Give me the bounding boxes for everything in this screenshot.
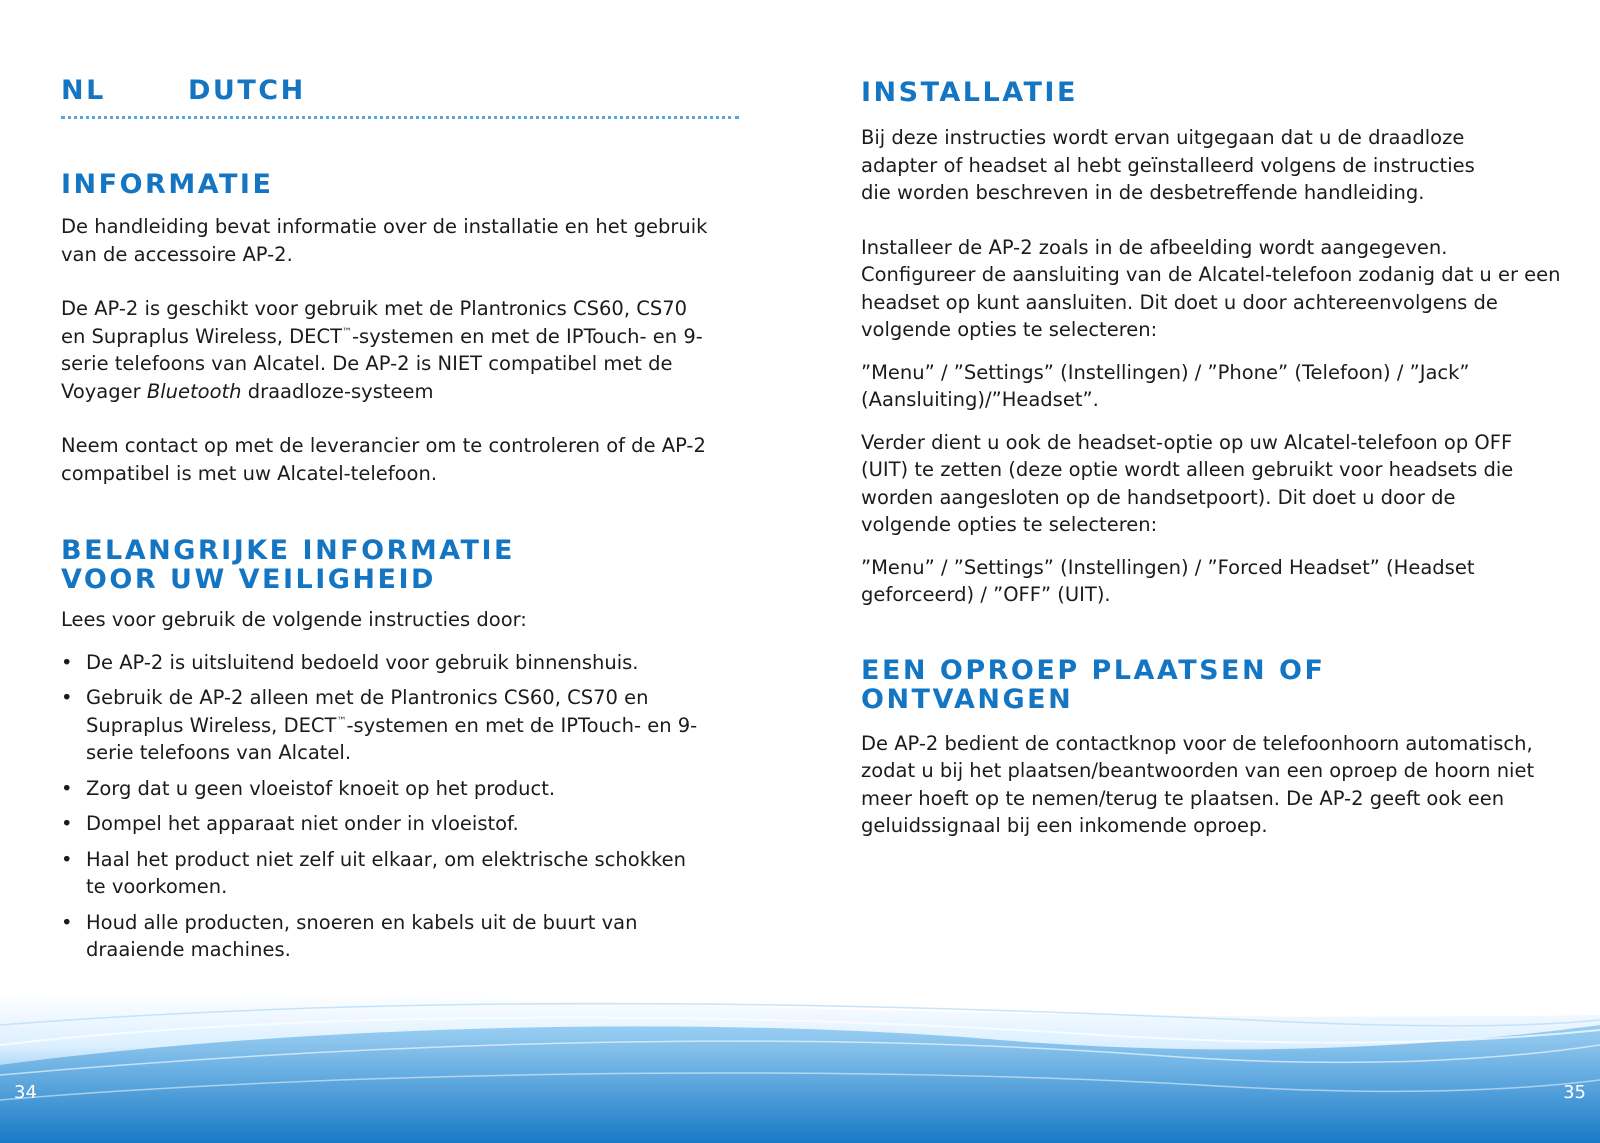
info-paragraph-2-part-b: -systemen en met de IPTouch- en 9-serie telefoons van Alcatel. De AP-2 is NIET compatibel met de Voyager: [61, 324, 703, 403]
section-heading-installatie: INSTALLATIE: [861, 77, 1078, 108]
safety-heading-line-2: VOOR UW VEILIGHEID: [61, 564, 436, 595]
bullet-icon: •: [61, 776, 73, 800]
safety-heading-line-1: BELANGRIJKE INFORMATIE: [61, 535, 515, 566]
list-item: [61, 775, 711, 803]
bullet-icon: •: [61, 847, 73, 871]
bullet-icon: •: [61, 686, 73, 709]
install-paragraph-2: Installeer de AP-2 zoals in de afbeelding wordt aangegeven. Configureer de aansluiting van de Alcatel-telefoon zodanig dat u er een headset op kunt aansluiten. Dit doet u door achtereenvolgens de volgende opties te selecteren:: [861, 235, 1561, 341]
bullet-icon: •: [61, 812, 73, 835]
trademark-symbol: ™: [342, 326, 352, 338]
list-item-text: Zorg dat u geen vloeistof knoeit op het product.: [86, 776, 556, 800]
info-paragraph-2: [61, 295, 711, 405]
bullet-icon: •: [61, 650, 73, 674]
language-name: DUTCH: [188, 75, 306, 106]
info-paragraph-2-italic: Bluetooth: [146, 379, 242, 403]
list-item-text: Houd alle producten, snoeren en kabels uit de buurt van draaiende machines.: [86, 910, 638, 961]
install-paragraph-4: Verder dient u ook de headset-optie op uw Alcatel-telefoon op OFF (UIT) te zetten (deze optie wordt alleen gebruikt voor headsets die worden aangesloten op de handsetpoort). Dit doet u door de volgende opties te selecteren:: [861, 430, 1514, 536]
section-heading-safety: [61, 536, 741, 594]
list-item: [61, 909, 711, 964]
list-item-text: Dompel het apparaat niet onder in vloeistof.: [86, 812, 519, 835]
install-paragraph-3: ”Menu” / ”Settings” (Instellingen) / ”Phone” (Telefoon) / ”Jack” (Aansluiting)/”Headset”.: [861, 360, 1470, 411]
section-heading-informatie: INFORMATIE: [61, 169, 274, 200]
info-paragraph-3: Neem contact op met de leverancier om te controleren of de AP-2 compatibel is met uw Alcatel-telefoon.: [61, 434, 706, 485]
list-item: [61, 684, 711, 767]
info-paragraph-1: De handleiding bevat informatie over de installatie en het gebruik van de accessoire AP-2.: [61, 215, 708, 266]
page-number-left: 34: [14, 1082, 37, 1103]
right-page: [861, 76, 1566, 840]
list-item-text: Gebruik de AP-2 alleen met de Plantronics CS60, CS70 en Supraplus Wireless, DECT: [86, 686, 649, 737]
install-paragraph-5: ”Menu” / ”Settings” (Instellingen) / ”Forced Headset” (Headset geforceerd) / ”OFF” (UIT).: [861, 555, 1475, 606]
list-item-text: De AP-2 is uitsluitend bedoeld voor gebruik binnenshuis.: [86, 650, 639, 674]
list-item-text: Haal het product niet zelf uit elkaar, om elektrische schokken te voorkomen.: [86, 847, 686, 898]
call-paragraph-1: De AP-2 bedient de contactknop voor de telefoonhoorn automatisch, zodat u bij het plaatsen/beantwoorden van een oproep de hoorn niet meer hoeft op te nemen/terug te plaatsen. De AP-2 geeft ook een geluidssignaal bij een inkomende oproep.: [861, 731, 1535, 837]
language-code: NL: [61, 75, 106, 106]
list-item: [61, 649, 711, 677]
list-item-text: -systemen en met de IPTouch- en 9-serie telefoons van Alcatel.: [86, 713, 698, 764]
safety-list: [61, 649, 711, 964]
call-heading-line-1: EEN OPROEP PLAATSEN OF: [861, 654, 1326, 686]
install-paragraph-1: Bij deze instructies wordt ervan uitgegaan dat u de draadloze adapter of headset al hebt geïnstalleerd volgens de instructies die worden beschreven in de desbetreffende handleiding.: [861, 126, 1475, 204]
info-paragraph-2-part-a: De AP-2 is geschikt voor gebruik met de Plantronics CS60, CS70 en Supraplus Wireless, DECT: [61, 297, 688, 348]
trademark-symbol: ™: [336, 715, 347, 727]
left-page: [61, 76, 741, 972]
list-item: [61, 810, 711, 838]
language-header: [61, 76, 741, 110]
page-number-right: 35: [1563, 1082, 1586, 1103]
call-heading-line-2: ONTVANGEN: [861, 683, 1074, 715]
dotted-divider: [61, 116, 739, 119]
list-item: [61, 846, 711, 901]
bullet-icon: •: [61, 910, 73, 934]
safety-intro: Lees voor gebruik de volgende instructies door:: [61, 608, 527, 631]
section-heading-call: [861, 656, 1566, 714]
footer-wave-decoration: [0, 985, 1600, 1143]
info-paragraph-2-part-c: draadloze-systeem: [241, 379, 434, 403]
